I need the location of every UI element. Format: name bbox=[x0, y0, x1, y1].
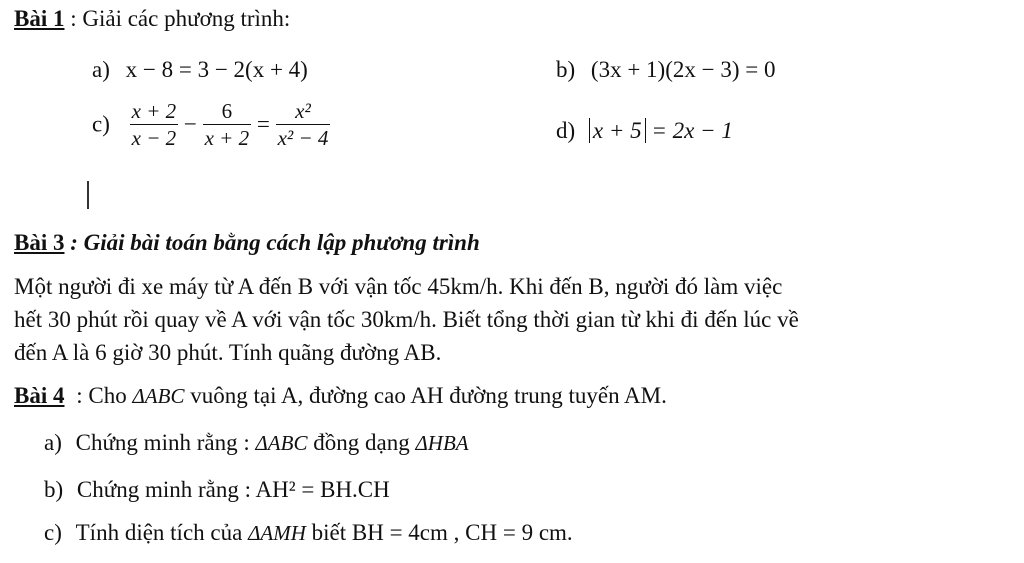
operator-minus: − bbox=[183, 111, 197, 137]
fraction-3 bbox=[276, 100, 331, 149]
absolute-value: x + 5 bbox=[589, 118, 646, 143]
bai4-item-a bbox=[44, 430, 469, 456]
bai3-text-line-2: hết 30 phút rồi quay về A với vận tốc 30km/h. Biết tổng thời gian từ khi đi đến lúc về bbox=[14, 307, 799, 332]
bai1-heading-line bbox=[14, 6, 290, 32]
bai1-c-label: c) bbox=[92, 111, 110, 137]
fraction-1-numerator: x + 2 bbox=[130, 100, 179, 125]
triangle-abc: ΔABC bbox=[255, 431, 308, 455]
text-cursor bbox=[87, 181, 89, 209]
bai4-b-equation: AH² = BH.CH bbox=[255, 477, 390, 502]
bai4-c-post: biết BH = 4cm , CH = 9 cm. bbox=[311, 520, 573, 545]
bai1-item-c bbox=[92, 100, 330, 149]
bai1-d-label: d) bbox=[556, 118, 576, 143]
triangle-abc: ΔABC bbox=[132, 384, 185, 408]
fraction-2-denominator: x + 2 bbox=[204, 126, 250, 151]
bai1-title: : Giải các phương trình: bbox=[70, 6, 291, 31]
fraction-1 bbox=[130, 100, 179, 149]
fraction-2-numerator: 6 bbox=[203, 100, 252, 125]
fraction-2 bbox=[203, 100, 252, 149]
fraction-1-denominator: x − 2 bbox=[131, 126, 177, 151]
triangle-amh: ΔAMH bbox=[248, 521, 306, 545]
bai1-item-d bbox=[556, 118, 733, 144]
fraction-3-denominator: x² − 4 bbox=[277, 126, 329, 151]
bai1-d-rhs: = 2x − 1 bbox=[651, 118, 733, 143]
bai4-heading-line bbox=[14, 383, 667, 409]
bai4-a-mid: đồng dạng bbox=[313, 430, 410, 455]
bai3-heading: Bài 3 bbox=[14, 230, 65, 255]
fraction-3-numerator: x² bbox=[276, 100, 331, 125]
bai4-a-pre: Chứng minh rằng : bbox=[75, 430, 250, 455]
bai4-b-pre: Chứng minh rằng : bbox=[76, 477, 252, 502]
bai1-a-equation: x − 8 = 3 − 2(x + 4) bbox=[125, 57, 308, 82]
bai4-c-label: c) bbox=[44, 520, 62, 545]
bai4-item-b bbox=[44, 477, 390, 503]
bai3-text-line-3: đến A là 6 giờ 30 phút. Tính quãng đường AB. bbox=[14, 340, 442, 365]
bai4-intro-post: vuông tại A, đường cao AH đường trung tuyến AM. bbox=[190, 383, 667, 408]
bai3-text-line-1: Một người đi xe máy từ A đến B với vận tốc 45km/h. Khi đến B, người đó làm việc bbox=[14, 274, 783, 299]
bai1-heading: Bài 1 bbox=[14, 6, 65, 31]
bai3-title: : Giải bài toán bằng cách lập phương trình bbox=[70, 230, 480, 255]
bai1-b-label: b) bbox=[556, 57, 576, 82]
operator-equals: = bbox=[256, 111, 270, 137]
bai4-intro-pre: : Cho bbox=[76, 383, 127, 408]
bai4-item-c bbox=[44, 520, 573, 546]
triangle-hba: ΔHBA bbox=[415, 431, 469, 455]
bai1-b-equation: (3x + 1)(2x − 3) = 0 bbox=[590, 57, 776, 82]
bai1-item-b bbox=[556, 57, 775, 83]
bai4-heading: Bài 4 bbox=[14, 383, 65, 408]
bai4-c-pre: Tính diện tích của bbox=[75, 520, 243, 545]
bai1-a-label: a) bbox=[92, 57, 110, 82]
bai3-heading-line bbox=[14, 230, 480, 256]
bai4-a-label: a) bbox=[44, 430, 62, 455]
bai1-item-a bbox=[92, 57, 308, 83]
bai4-b-label: b) bbox=[44, 477, 64, 502]
